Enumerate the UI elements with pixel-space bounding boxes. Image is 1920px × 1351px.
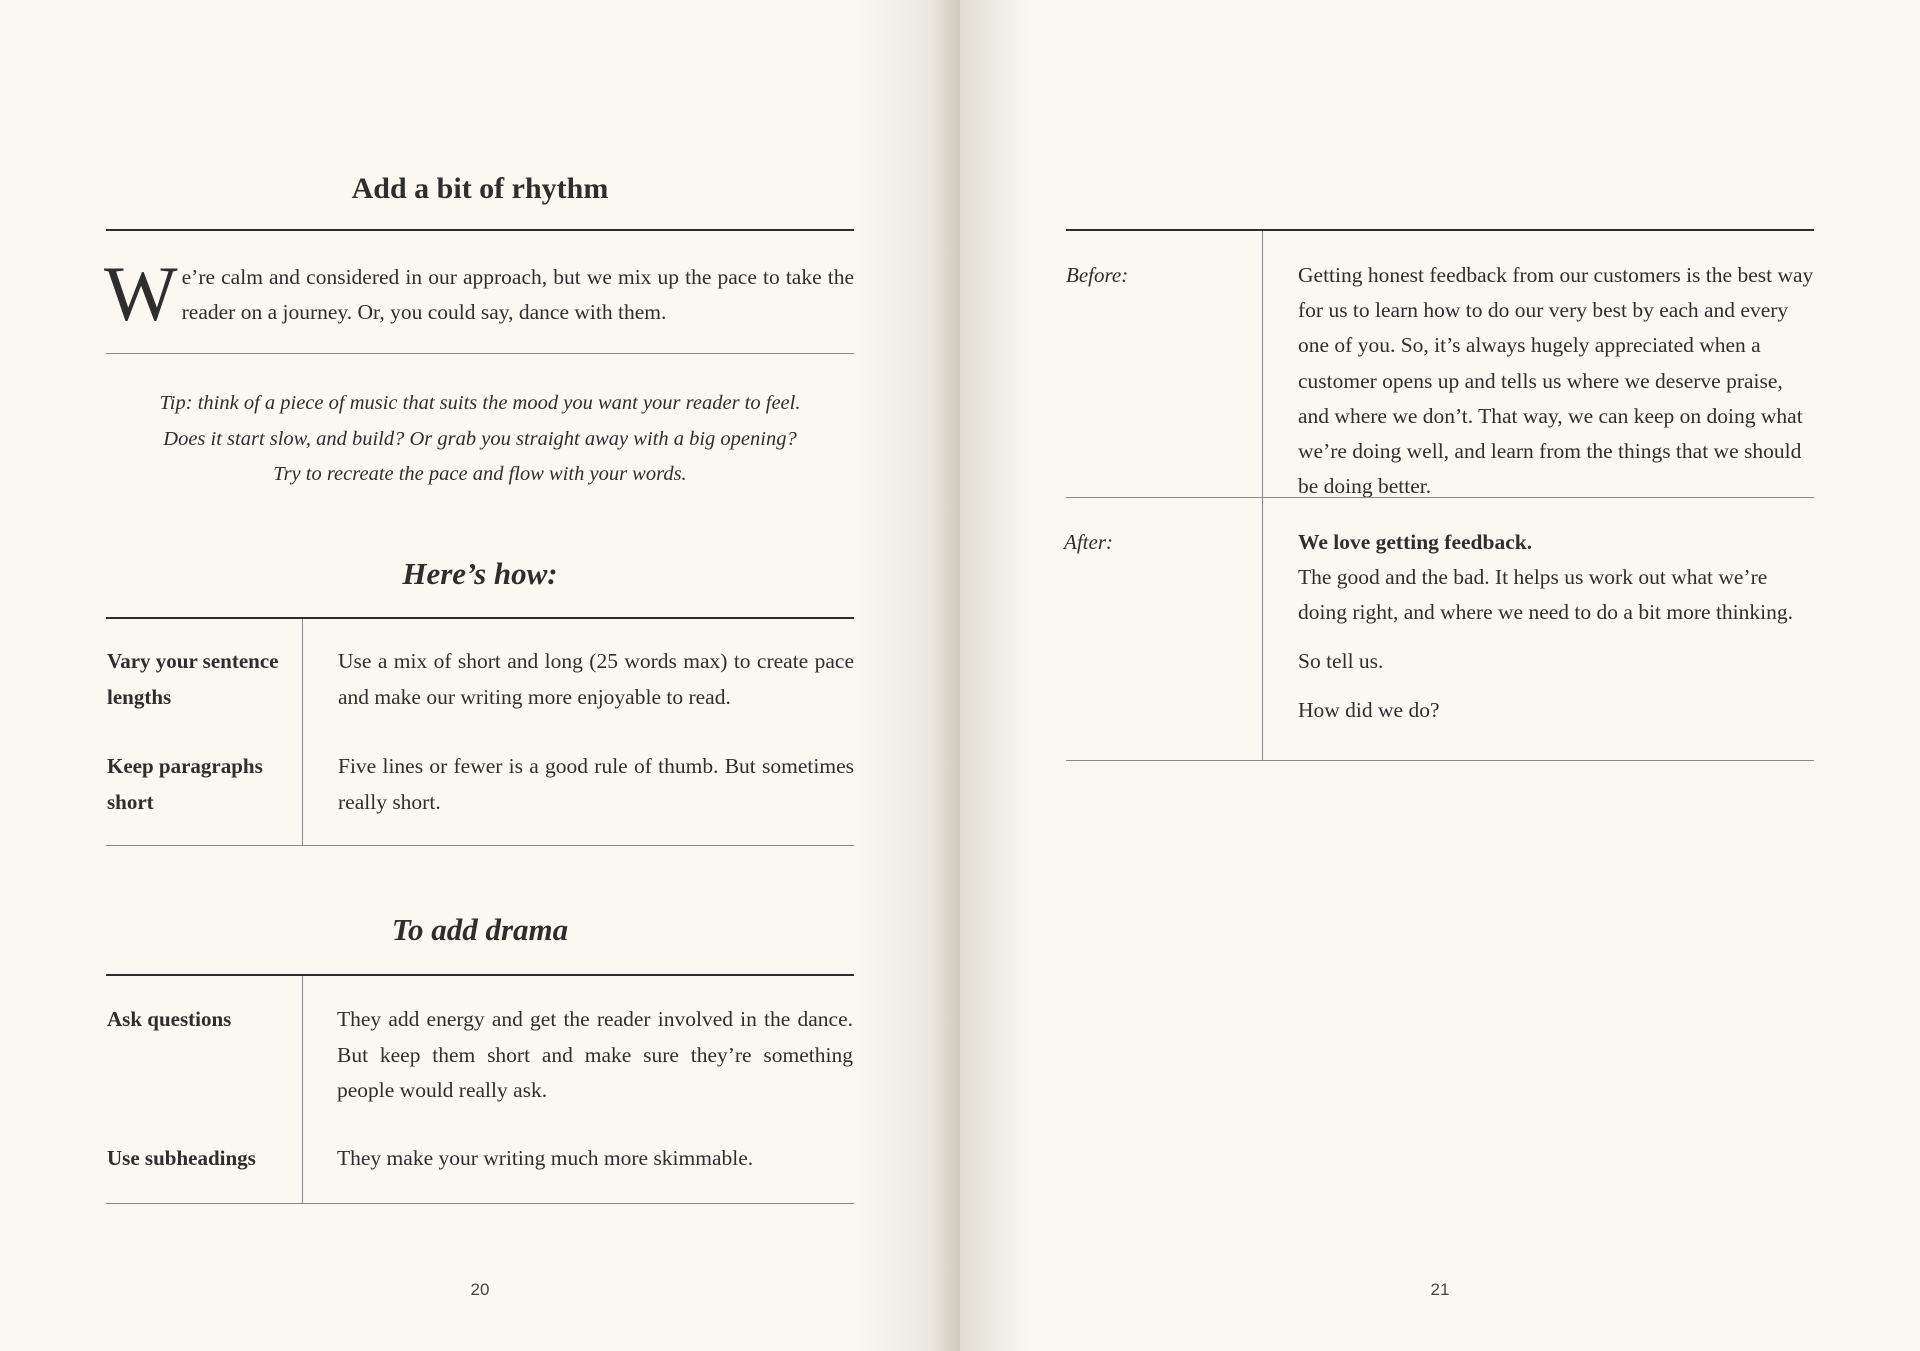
term-use-subheadings: Use subheadings — [107, 1146, 256, 1170]
tip-block — [106, 386, 854, 493]
after-headline: We love getting feedback. — [1298, 530, 1533, 554]
comparison-top-rule — [1066, 229, 1814, 231]
after-label: After: — [1064, 530, 1113, 554]
drop-cap: W — [104, 250, 178, 337]
gutter-shadow-right — [960, 0, 1030, 1351]
page-number-left: 20 — [470, 1280, 490, 1299]
section-drama-bottom-rule — [106, 1203, 854, 1204]
tip-line: Try to recreate the pace and flow with your words. — [273, 463, 687, 485]
after-paragraph: So tell us. — [1298, 648, 1384, 673]
after-text — [1298, 525, 1818, 728]
before-paragraph: Getting honest feedback from our customers is the best way for us to learn how to do our very best by each and every one of you. So, it’s always hugely appreciated when a customer opens up and tells us where we deserve praise, and where we don’t. That way, we can keep on doing what we’re doing well, and learn from the things that we should be doing better. — [1298, 263, 1814, 499]
comparison-middle-rule — [1066, 497, 1814, 498]
term-ask-questions: Ask questions — [107, 1007, 232, 1031]
section-how-column-divider — [302, 619, 303, 845]
section-heading-how: Here’s how: — [402, 556, 558, 591]
before-text — [1298, 258, 1818, 504]
desc-keep-paragraphs-short: Five lines or fewer is a good rule of thumb. But sometimes really short. — [338, 754, 854, 814]
section-drama-rule — [106, 974, 854, 976]
title-rule — [106, 229, 854, 231]
page-title: Add a bit of rhythm — [351, 172, 609, 205]
section-heading-drama: To add drama — [391, 912, 569, 947]
page-number-right: 21 — [1430, 1280, 1450, 1299]
after-paragraph: The good and the bad. It helps us work out what we’re doing right, and where we need to do a bit more thinking. — [1298, 565, 1793, 625]
intro-paragraph — [104, 250, 854, 337]
desc-ask-questions: They add energy and get the reader involved in the dance. But keep them short and make sure they’re something people would really ask. — [337, 1007, 853, 1102]
section-how-rule — [106, 617, 854, 619]
section-drama-column-divider — [302, 976, 303, 1203]
desc-vary-sentence-lengths: Use a mix of short and long (25 words max) to create pace and make our writing more enjoyable to read. — [338, 649, 854, 709]
tip-line: Does it start slow, and build? Or grab you straight away with a big opening? — [163, 427, 797, 450]
gutter-shadow — [855, 0, 960, 1351]
section-how-bottom-rule — [106, 845, 854, 846]
term-vary-sentence-lengths: Vary your sentence lengths — [107, 649, 279, 709]
intro-text: e’re calm and considered in our approach, but we mix up the pace to take the reader on a journey. Or, you could say, dance with them. — [181, 265, 854, 324]
desc-use-subheadings: They make your writing much more skimmable. — [337, 1146, 754, 1170]
comparison-column-divider — [1262, 231, 1263, 761]
tip-line: Tip: think of a piece of music that suits the mood you want your reader to feel. — [159, 392, 801, 414]
comparison-bottom-rule — [1066, 760, 1814, 761]
before-label: Before: — [1066, 263, 1129, 287]
after-paragraph: How did we do? — [1298, 697, 1440, 722]
term-keep-paragraphs-short: Keep paragraphs short — [107, 754, 263, 814]
intro-divider — [106, 353, 854, 354]
